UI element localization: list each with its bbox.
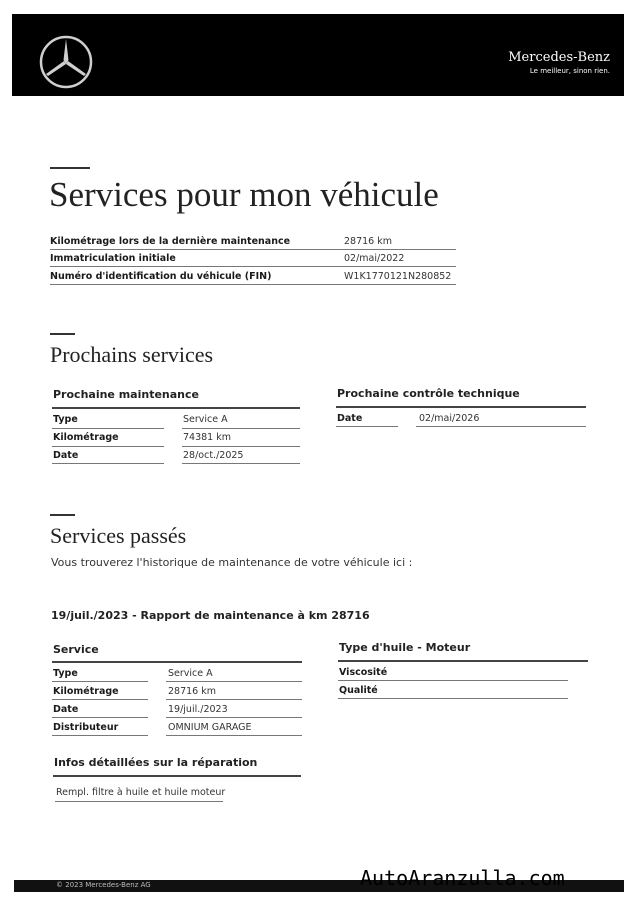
brand-block [508,50,610,75]
vehicle-value: 28716 km [344,236,392,247]
row-label: Date [337,413,363,424]
row-underline [182,428,300,429]
section-accent-rule [50,333,75,335]
vehicle-label: Numéro d'identification du véhicule (FIN) [50,271,272,282]
row-value: 28716 km [168,686,216,697]
row-underline [52,699,148,700]
next-maintenance-heading: Prochaine maintenance [53,388,199,401]
next-services-heading: Prochains services [50,342,214,367]
row-value: Service A [168,668,213,679]
row-underline [52,681,148,682]
row-underline [50,249,456,250]
section-bar [52,407,300,409]
next-inspection-heading: Prochaine contrôle technique [337,387,520,400]
row-underline [52,463,164,464]
row-underline [52,717,148,718]
brand-name: Mercedes-Benz [508,50,610,65]
repair-text: Rempl. filtre à huile et huile moteur [56,787,226,798]
header-banner [12,14,624,96]
row-underline [338,680,568,681]
row-underline [52,735,148,736]
section-accent-rule [50,514,75,516]
row-label: Distributeur [53,722,119,733]
section-bar [53,775,301,777]
row-label: Date [53,450,79,461]
section-bar [336,406,586,408]
vehicle-value: 02/mai/2022 [344,253,405,264]
row-underline [52,446,164,447]
section-bar [52,661,302,663]
row-underline [50,266,456,267]
report-title: 19/juil./2023 - Rapport de maintenance à km 28716 [51,609,370,622]
oil-heading: Type d'huile - Moteur [339,641,471,654]
mercedes-star-logo-icon [38,34,94,90]
row-label: Date [53,704,79,715]
past-services-intro: Vous trouverez l'historique de maintenance de votre véhicule ici : [51,556,413,569]
row-value: Service A [183,414,228,425]
section-bar [338,660,588,662]
row-underline [166,699,302,700]
row-value: 19/juil./2023 [168,704,228,715]
row-underline [166,717,302,718]
footer-copyright: © 2023 Mercedes-Benz AG [56,881,151,889]
row-underline [182,463,300,464]
watermark: AutoAranzulla.com [360,866,565,890]
row-underline [52,428,164,429]
vehicle-label: Kilométrage lors de la dernière maintenance [50,236,291,247]
row-label: Kilométrage [53,432,119,443]
vehicle-label: Immatriculation initiale [50,253,176,264]
page-title: Services pour mon véhicule [49,175,439,214]
brand-slogan: Le meilleur, sinon rien. [529,67,610,75]
title-accent-rule [50,167,90,169]
row-value: 74381 km [183,432,231,443]
service-heading: Service [53,643,99,656]
vehicle-value: W1K1770121N280852 [344,271,452,282]
row-underline [166,681,302,682]
row-underline [416,426,586,427]
row-underline [166,735,302,736]
row-label: Qualité [339,685,378,696]
row-value: OMNIUM GARAGE [168,722,252,733]
row-underline [50,284,456,285]
row-underline [336,426,398,427]
row-value: 02/mai/2026 [419,413,480,424]
row-underline [55,801,223,802]
past-services-heading: Services passés [50,523,187,548]
row-label: Type [53,668,78,679]
row-value: 28/oct./2025 [183,450,244,461]
row-label: Viscosité [339,667,388,678]
row-underline [338,698,568,699]
row-underline [182,446,300,447]
row-label: Type [53,414,78,425]
row-label: Kilométrage [53,686,119,697]
repair-info-heading: Infos détaillées sur la réparation [54,756,258,769]
